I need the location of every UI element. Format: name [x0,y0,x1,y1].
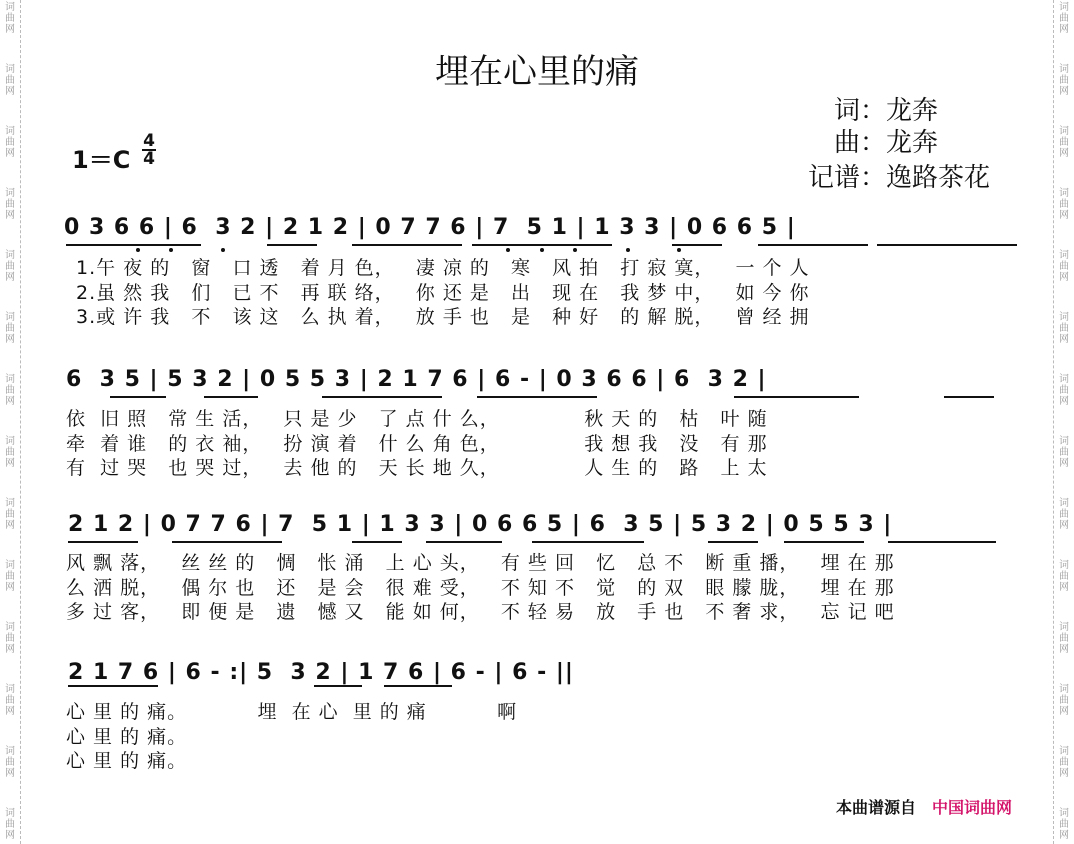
beam-line [877,244,1017,246]
lyric-row-1-verse-3: 3.或 许 我 不 该 这 么 执 着， 放 手 也 是 种 好 的 解 脱， 曾 经 拥 [76,306,810,328]
time-signature [142,133,156,167]
beam-line [532,541,644,543]
watermark-label: 词 曲 网 [5,374,15,407]
beam-line [267,244,317,246]
source-label: 本曲谱源自 [835,798,916,817]
time-sig-top: 4 [143,131,155,151]
lyric-row-3-verse-1: 风 飘 落， 丝 丝 的 惆 怅 涌 上 心 头， 有 些 回 忆 总 不 断 重 播， 埋 在 那 [66,552,895,574]
watermark-label: 词 曲 网 [1059,684,1069,717]
beam-line [172,541,282,543]
watermark-label: 词 曲 网 [5,436,15,469]
lyric-row-1-verse-1: 1.午 夜 的 窗 口 透 着 月 色， 凄 凉 的 寒 风 拍 打 寂 寞， 一 个 人 [76,257,810,279]
octave-dot [626,248,630,252]
watermark-label: 词 曲 网 [5,684,15,717]
beam-line [322,396,442,398]
lyric-row-2-verse-2: 牵 着 谁 的 衣 袖， 扮 演 着 什 么 角 色， 我 想 我 没 有 那 [66,433,768,455]
octave-dot [677,248,681,252]
lyric-row-1-verse-2: 2.虽 然 我 们 已 不 再 联 络， 你 还 是 出 现 在 我 梦 中， 如 今 你 [76,282,810,304]
octave-dot [169,248,173,252]
watermark-label: 词 曲 网 [5,560,15,593]
beam-line [944,396,994,398]
lyric-row-2-verse-3: 有 过 哭 也 哭 过， 去 他 的 天 长 地 久， 人 生 的 路 上 太 [66,457,768,479]
beam-line [384,685,452,687]
beam-line [426,541,502,543]
beam-line [708,541,758,543]
lyric-row-2-verse-1: 依 旧 照 常 生 活， 只 是 少 了 点 什 么， 秋 天 的 枯 叶 随 [66,408,768,430]
watermark-label: 词 曲 网 [5,64,15,97]
watermark-label: 词 曲 网 [1059,188,1069,221]
watermark-label: 词 曲 网 [1059,374,1069,407]
octave-dot [506,248,510,252]
lyric-row-3-verse-2: 么 洒 脱， 偶 尔 也 还 是 会 很 难 受， 不 知 不 觉 的 双 眼 朦 胧， 埋 在 那 [66,577,895,599]
beam-line [784,541,864,543]
beam-line [672,244,722,246]
watermark-label: 词 曲 网 [1059,746,1069,779]
watermark-label: 词 曲 网 [1059,312,1069,345]
octave-dot [136,248,140,252]
watermark-label: 词 曲 网 [1059,808,1069,841]
watermark-label: 词 曲 网 [1059,560,1069,593]
score-page [22,0,1052,844]
side-watermark-right [1053,0,1074,844]
lyric-row-3-verse-3: 多 过 客， 即 便 是 遗 憾 又 能 如 何， 不 轻 易 放 手 也 不 奢 求， 忘 记 吧 [66,601,895,623]
watermark-label: 词 曲 网 [5,312,15,345]
watermark-label: 词 曲 网 [1059,622,1069,655]
beam-line [204,396,258,398]
beam-line [66,244,201,246]
octave-dot [573,248,577,252]
watermark-label: 词 曲 网 [5,188,15,221]
beam-line [758,244,868,246]
watermark-label: 词 曲 网 [5,2,15,35]
watermark-label: 词 曲 网 [5,622,15,655]
beam-line [314,685,362,687]
notation-row-3: 2 1 2 | 0 7 7 6 | 7 5 1 | 1 3 3 | 0 6 6 5 | 6 3 5 | 5 3 2 | 0 5 5 3 | [68,512,893,537]
watermark-label: 词 曲 网 [5,746,15,779]
watermark-label: 词 曲 网 [5,250,15,283]
song-title: 埋在心里的痛 [435,52,639,92]
watermark-label: 词 曲 网 [1059,250,1069,283]
watermark-label: 词 曲 网 [1059,436,1069,469]
lyricist-credit: 词：龙奔 [834,96,939,126]
time-sig-bottom: 4 [143,149,155,169]
beam-line [68,685,158,687]
source-credit [836,795,1012,818]
beam-line [472,244,612,246]
lyric-row-4-verse-2: 心 里 的 痛。 [66,726,188,748]
beam-line [110,396,166,398]
lyric-row-4-verse-1: 心 里 的 痛。 埋 在 心 里 的 痛 啊 [66,701,518,723]
watermark-label: 词 曲 网 [1059,126,1069,159]
lyric-row-4-verse-3: 心 里 的 痛。 [66,750,188,772]
watermark-label: 词 曲 网 [5,808,15,841]
beam-line [352,541,402,543]
notation-row-1: 0 3 6 6 | 6 3 2 | 2 1 2 | 0 7 7 6 | 7 5 1 | 1 3 3 | 0 6 6 5 | [64,215,796,240]
transcriber-credit: 记谱：逸路茶花 [808,163,991,193]
watermark-label: 词 曲 网 [5,126,15,159]
composer-credit: 曲：龙奔 [834,128,939,158]
watermark-label: 词 曲 网 [1059,64,1069,97]
beam-line [68,541,138,543]
source-brand-link[interactable]: 中国词曲网 [931,798,1012,817]
beam-line [888,541,996,543]
octave-dot [221,248,225,252]
watermark-label: 词 曲 网 [5,498,15,531]
watermark-label: 词 曲 网 [1059,2,1069,35]
watermark-label: 词 曲 网 [1059,498,1069,531]
notation-row-4: 2 1 7 6 | 6 - :| 5 3 2 | 1 7 6 | 6 - | 6 - || [68,660,574,685]
octave-dot [540,248,544,252]
key-signature: 1＝C [72,146,131,174]
notation-row-2: 6 3 5 | 5 3 2 | 0 5 5 3 | 2 1 7 6 | 6 - | 0 3 6 6 | 6 3 2 | [66,367,767,392]
beam-line [477,396,597,398]
side-watermark-left [0,0,21,844]
beam-line [734,396,859,398]
beam-line [352,244,462,246]
